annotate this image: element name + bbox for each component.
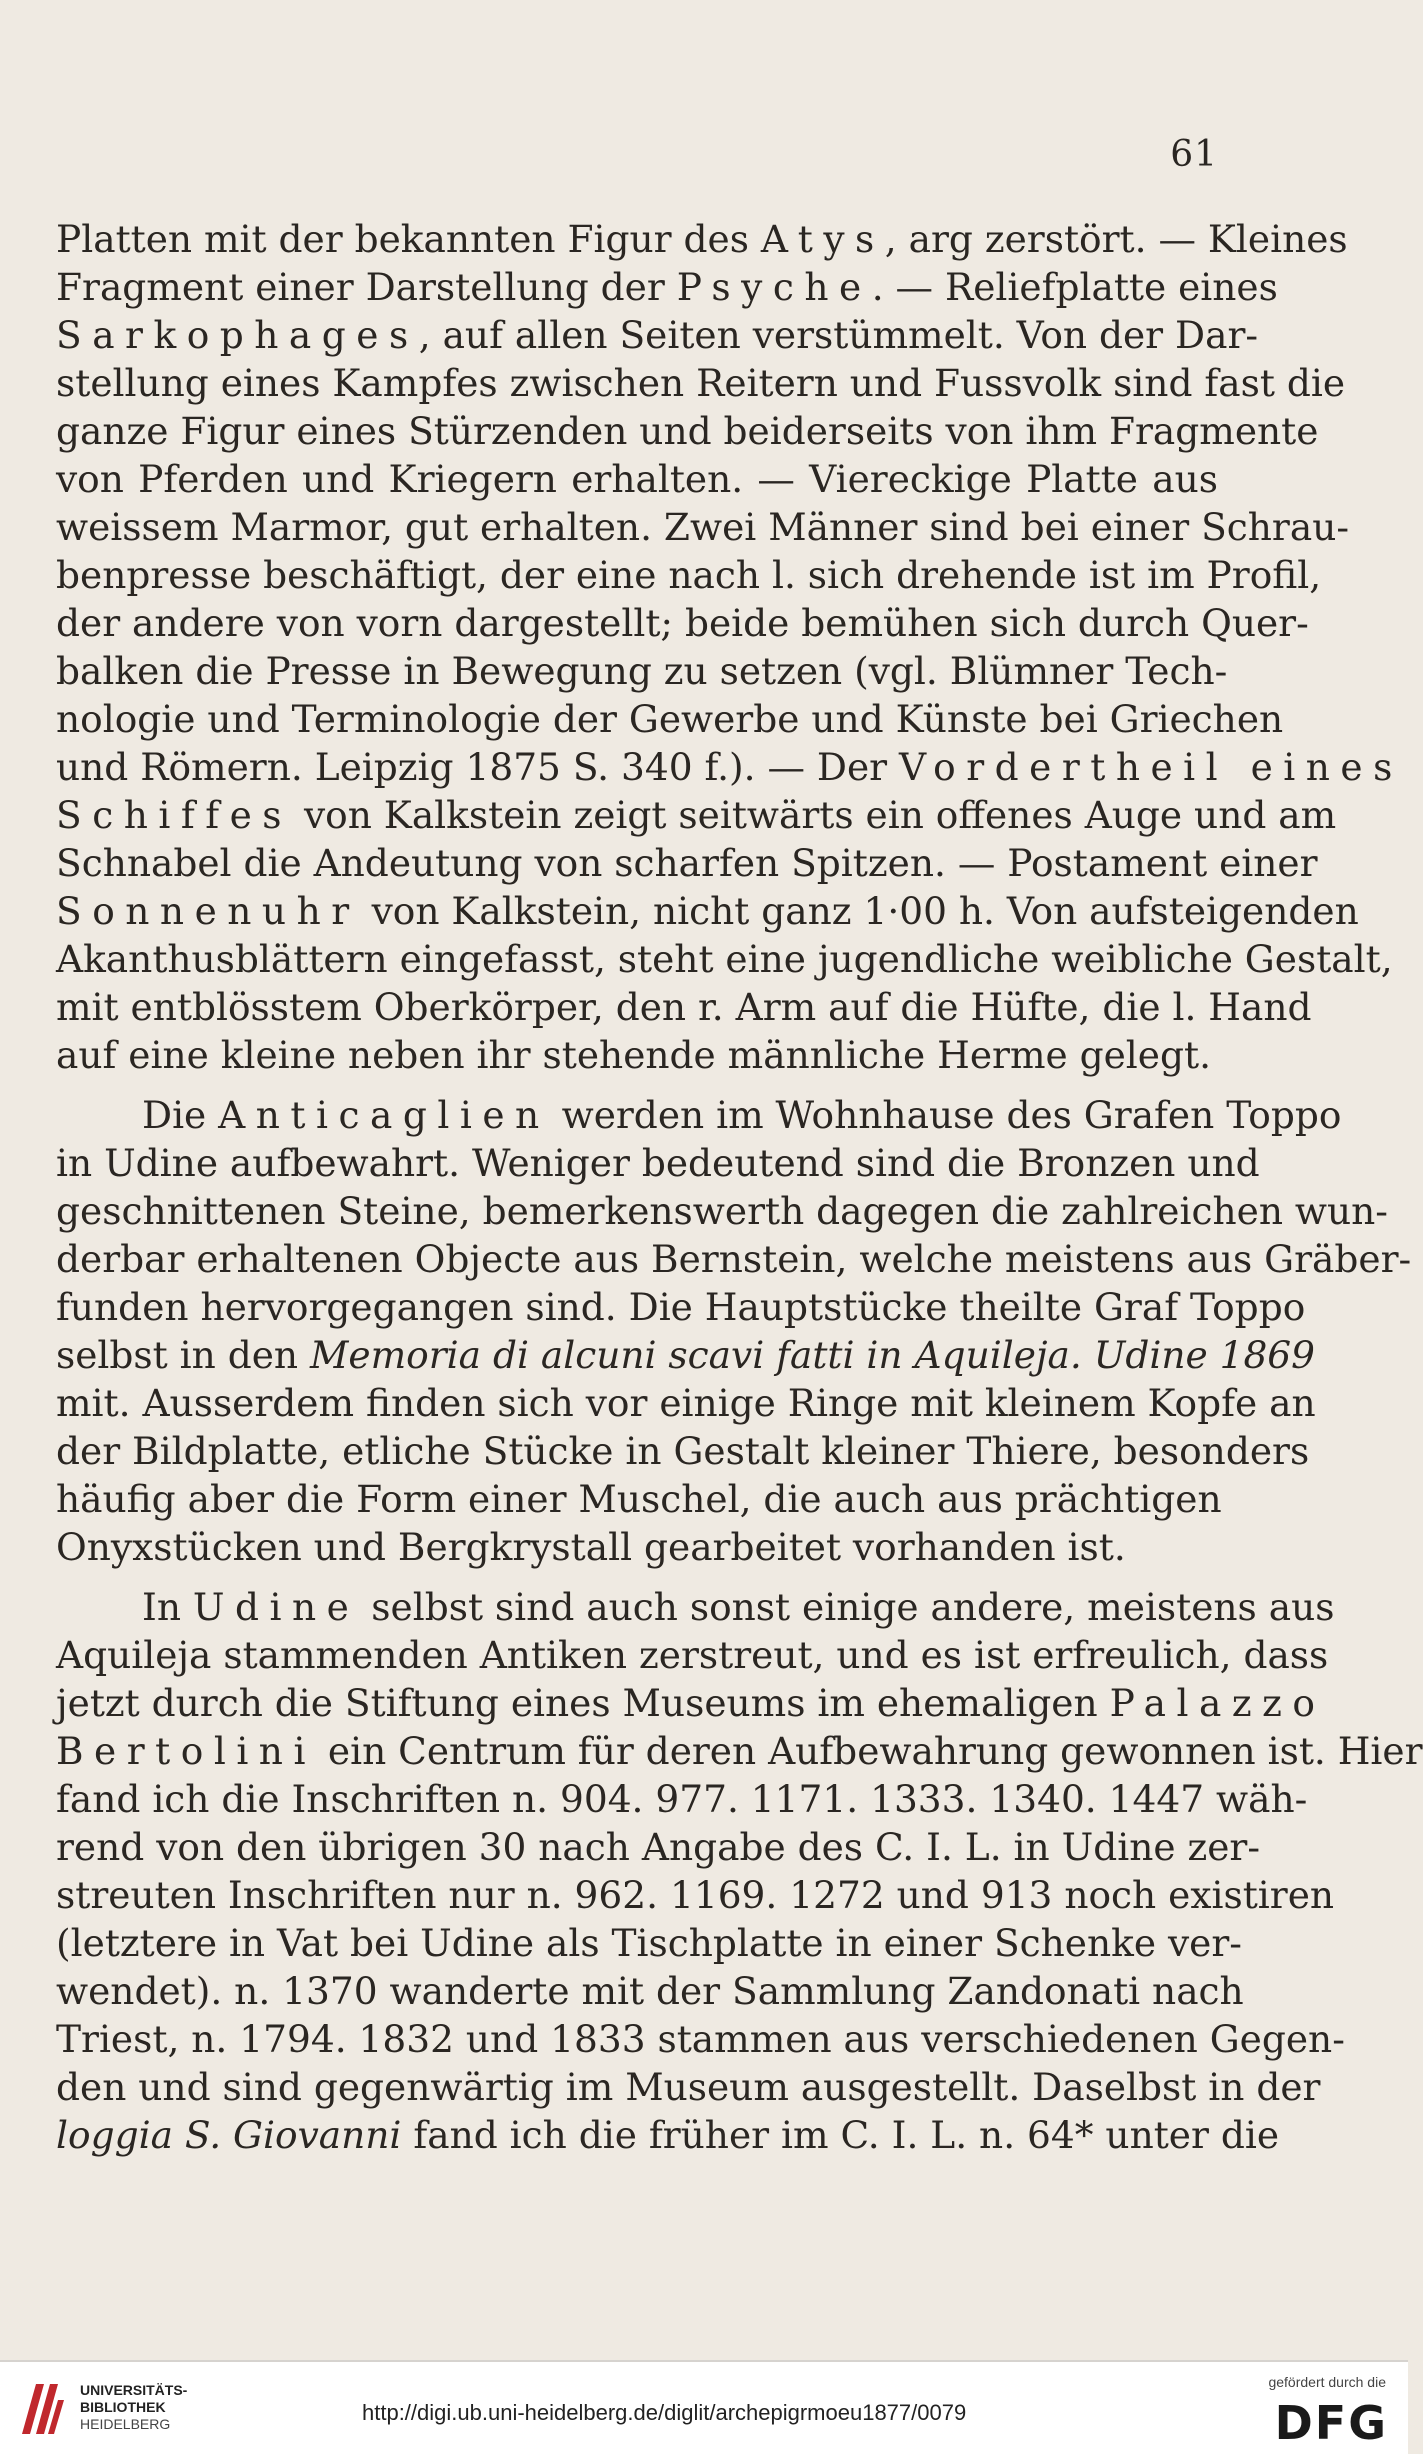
text-run: wendet). n. 1370 wanderte mit der Sammlung Zandonati nach	[56, 1969, 1244, 2013]
text-run: der Bildplatte, etliche Stücke in Gestalt kleiner Thiere, besonders	[56, 1429, 1310, 1473]
text-line	[56, 1331, 1316, 1379]
spaced-emphasis: Schiffes	[56, 793, 293, 837]
text-run: stellung eines Kampfes zwischen Reitern und Fussvolk sind fast die	[56, 361, 1346, 405]
dfg-logo: DFG	[1274, 2396, 1388, 2450]
text-line	[56, 1775, 1308, 1823]
italic-citation: Memoria di alcuni scavi fatti in Aquileja. Udine 1869	[310, 1333, 1316, 1377]
university-library-logo-icon	[14, 2378, 70, 2438]
text-run: in Udine aufbewahrt. Weniger bedeutend sind die Bronzen und	[56, 1141, 1260, 1185]
text-line	[56, 935, 1393, 983]
text-run: weissem Marmor, gut erhalten. Zwei Männer sind bei einer Schrau-	[56, 505, 1350, 549]
text-line	[56, 455, 1218, 503]
text-line	[56, 1139, 1260, 1187]
text-line	[56, 359, 1346, 407]
library-name	[80, 2382, 187, 2433]
text-run: selbst sind auch sonst einige andere, meistens aus	[359, 1585, 1335, 1629]
text-run: mit entblösstem Oberkörper, den r. Arm auf die Hüfte, die l. Hand	[56, 985, 1312, 1029]
text-line	[56, 2015, 1345, 2063]
spaced-emphasis: Sarkophages	[56, 313, 419, 357]
text-run: funden hervorgegangen sind. Die Hauptstücke theilte Graf Toppo	[56, 1285, 1306, 1329]
text-line	[56, 647, 1228, 695]
page-number: 61	[1170, 134, 1218, 175]
paragraph-p3	[56, 1583, 1423, 2159]
text-line	[56, 1583, 1335, 1631]
text-run: auf eine kleine neben ihr stehende männliche Herme gelegt.	[56, 1033, 1211, 1077]
text-line	[56, 1967, 1244, 2015]
text-line	[56, 1871, 1335, 1919]
text-run: derbar erhaltenen Objecte aus Bernstein, welche meistens aus Gräber-	[56, 1237, 1412, 1281]
text-run: selbst in den	[56, 1333, 311, 1377]
text-run: mit. Ausserdem finden sich vor einige Ringe mit kleinem Kopfe an	[56, 1381, 1316, 1425]
text-run: Aquileja stammenden Antiken zerstreut, und es ist erfreulich, dass	[56, 1633, 1329, 1677]
text-line	[56, 743, 1403, 791]
text-run: Triest, n. 1794. 1832 und 1833 stammen aus verschiedenen Gegen-	[56, 2017, 1345, 2061]
text-line	[56, 695, 1284, 743]
footer-divider	[0, 2360, 1408, 2362]
text-run: der andere von vorn dargestellt; beide bemühen sich durch Quer-	[56, 601, 1309, 645]
viewer-footer	[0, 2360, 1408, 2454]
text-line	[56, 1919, 1242, 1967]
text-line	[56, 311, 1259, 359]
text-run: jetzt durch die Stiftung eines Museums im ehemaligen	[56, 1681, 1110, 1725]
permalink-url[interactable]: http://digi.ub.uni-heidelberg.de/diglit/archepigrmoeu1877/0079	[362, 2400, 967, 2425]
text-run: von Kalkstein, nicht ganz 1·00 h. Von aufsteigenden	[359, 889, 1359, 933]
text-line	[56, 2063, 1321, 2111]
text-run: Die	[142, 1093, 219, 1137]
library-name-line: HEIDELBERG	[80, 2416, 171, 2432]
library-name-line: BIBLIOTHEK	[80, 2399, 166, 2415]
text-run: nologie und Terminologie der Gewerbe und Künste bei Griechen	[56, 697, 1284, 741]
text-line	[56, 407, 1319, 455]
text-line	[56, 215, 1348, 263]
paragraph-p1	[56, 215, 1403, 1079]
text-run: , auf allen Seiten verstümmelt. Von der Dar-	[418, 313, 1259, 357]
text-run: Schnabel die Andeutung von scharfen Spitzen. — Postament einer	[56, 841, 1318, 885]
text-line	[56, 1475, 1222, 1523]
text-line	[56, 1679, 1326, 1727]
text-line	[56, 551, 1322, 599]
text-run: Platten mit der bekannten Figur des	[56, 217, 761, 261]
text-line	[56, 1823, 1261, 1871]
spaced-emphasis: Palazzo	[1109, 1681, 1326, 1725]
text-run: fand ich die Inschriften n. 904. 977. 1171. 1333. 1340. 1447 wäh-	[56, 1777, 1308, 1821]
text-line	[56, 263, 1278, 311]
funding-note: gefördert durch die	[1268, 2374, 1386, 2390]
text-run: balken die Presse in Bewegung zu setzen (vgl. Blümner Tech-	[56, 649, 1228, 693]
text-run: In	[142, 1585, 193, 1629]
text-line	[56, 599, 1309, 647]
spaced-emphasis: Sonnenuhr	[56, 889, 360, 933]
text-line	[56, 1631, 1329, 1679]
text-run: von Pferden und Kriegern erhalten. — Viereckige Platte aus	[56, 457, 1218, 501]
body-text	[56, 215, 1423, 2159]
text-line	[56, 1379, 1316, 1427]
text-run: streuten Inschriften nur n. 962. 1169. 1272 und 913 noch existiren	[56, 1873, 1335, 1917]
library-name-line: UNIVERSITÄTS-	[80, 2382, 188, 2398]
text-run: von Kalkstein zeigt seitwärts ein offenes Auge und am	[292, 793, 1337, 837]
text-line	[56, 1031, 1218, 1079]
text-run: fand ich die früher im C. I. L. n. 64* unter die	[401, 2113, 1280, 2157]
text-line	[56, 503, 1350, 551]
text-line	[56, 1427, 1310, 1475]
text-line	[56, 839, 1318, 887]
text-run: (letztere in Vat bei Udine als Tischplatte in einer Schenke ver-	[56, 1921, 1242, 1965]
text-run: rend von den übrigen 30 nach Angabe des C. I. L. in Udine zer-	[56, 1825, 1261, 1869]
text-run: ein Centrum für deren Aufbewahrung gewonnen ist. Hier	[315, 1729, 1423, 1773]
text-run: benpresse beschäftigt, der eine nach l. sich drehende ist im Profil,	[56, 553, 1322, 597]
text-run: , arg zerstört. — Kleines	[884, 217, 1348, 261]
text-run: geschnittenen Steine, bemerkenswerth dagegen die zahlreichen wun-	[56, 1189, 1388, 1233]
text-line	[56, 1235, 1412, 1283]
text-line	[56, 1523, 1218, 1571]
text-run: Fragment einer Darstellung der	[56, 265, 677, 309]
text-run: den und sind gegenwärtig im Museum ausgestellt. Daselbst in der	[56, 2065, 1321, 2109]
text-line	[56, 1187, 1388, 1235]
spaced-emphasis: Psyche	[676, 265, 872, 309]
text-run: werden im Wohnhause des Grafen Toppo	[549, 1093, 1342, 1137]
spaced-emphasis: Atys	[760, 217, 885, 261]
text-line	[56, 791, 1337, 839]
text-run: häufig aber die Form einer Muschel, die auch aus prächtigen	[56, 1477, 1222, 1521]
text-line	[56, 2111, 1280, 2159]
text-run: und Römern. Leipzig 1875 S. 340 f.). — Der	[56, 745, 899, 789]
spaced-emphasis: Bertolini	[56, 1729, 316, 1773]
text-run: ganze Figur eines Stürzenden und beiderseits von ihm Fragmente	[56, 409, 1319, 453]
spaced-emphasis: Udine	[192, 1585, 360, 1629]
paragraph-p2	[56, 1091, 1412, 1571]
text-run: Akanthusblättern eingefasst, steht eine jugendliche weibliche Gestalt,	[56, 937, 1393, 981]
text-run: Onyxstücken und Bergkrystall gearbeitet vorhanden ist.	[56, 1525, 1126, 1569]
text-line	[56, 1283, 1306, 1331]
text-line	[56, 887, 1359, 935]
text-line	[56, 983, 1312, 1031]
spaced-emphasis: Anticaglien	[218, 1093, 550, 1137]
spaced-emphasis: Vordertheil eines	[898, 745, 1403, 789]
italic-citation: loggia S. Giovanni	[56, 2113, 402, 2157]
text-run: . — Reliefplatte eines	[871, 265, 1278, 309]
text-line	[56, 1727, 1423, 1775]
text-line	[56, 1091, 1342, 1139]
